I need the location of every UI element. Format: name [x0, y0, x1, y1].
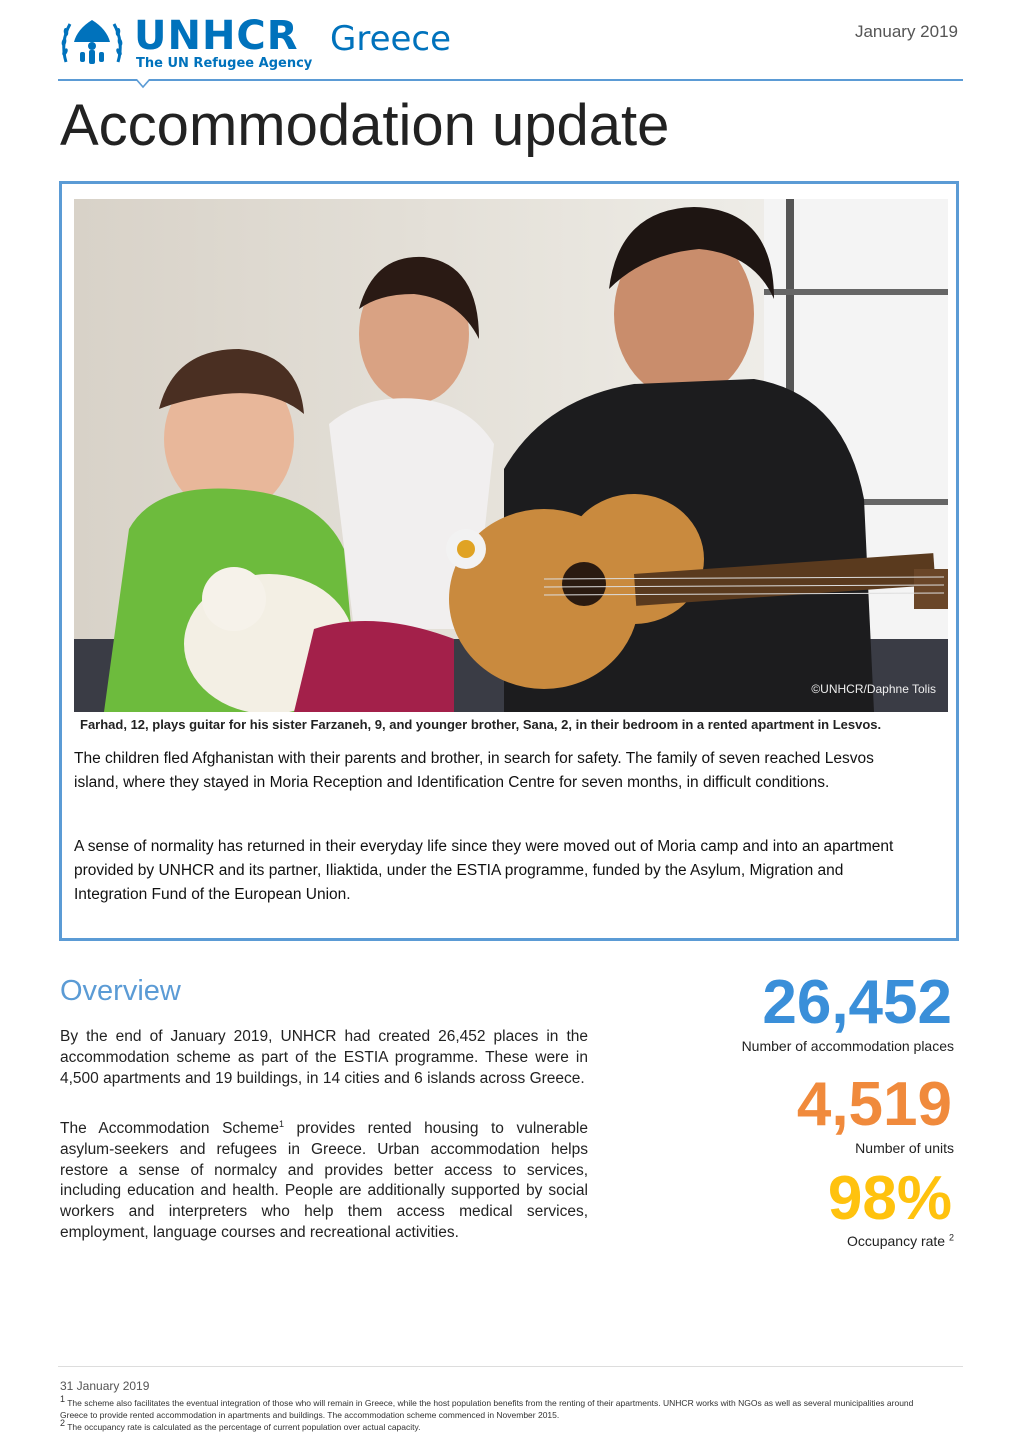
story-paragraph: The children fled Afghanistan with their parents and brother, in search for safety. The family of seven reached Lesvos island, where they stayed in Moria Reception and Identification Centre for seven months, in difficult conditions. [74, 750, 874, 791]
text-run: The Accommodation Scheme [60, 1120, 279, 1137]
overview-heading: Overview [60, 975, 181, 1007]
story-paragraph: A sense of normality has returned in their everyday life since they were moved out of Moria camp and into an apartment provided by UNHCR and its partner, Iliaktida, under the ESTIA programme, funded by the Asylum, Migration and Integration Fund of the European Union. [74, 838, 894, 903]
overview-paragraph [60, 1119, 588, 1244]
footnote-2 [60, 1418, 940, 1433]
page-title: Accommodation update [60, 93, 670, 158]
footnote-ref: 2 [948, 1232, 954, 1243]
brand-tagline: The UN Refugee Agency [136, 56, 313, 71]
stat-places-value: 26,452 [762, 968, 952, 1037]
feature-photo [74, 199, 948, 712]
header-divider [58, 79, 963, 81]
footnote-number: 2 [60, 1418, 66, 1429]
photo-credit: ©UNHCR/Daphne Tolis [811, 682, 936, 696]
stat-occupancy-value: 98% [827, 1164, 952, 1233]
divider-notch [136, 79, 150, 93]
footer-divider [58, 1366, 963, 1367]
text-run: provides rented housing to vulnerable asylum-seekers and refugees in Greece. Urban accommodation helps restore a sense of normalcy and provides better access to services, including education and health. People are additionally supported by social workers and interpreters who help them access medical services, employment, language courses and recreational activities. [60, 1120, 588, 1241]
footnote-number: 1 [60, 1394, 66, 1405]
brand-wordmark: UNHCR [134, 13, 299, 59]
footnote-text: The scheme also facilitates the eventual integration of those who will remain in Greece, while the host population benefits from the renting of their apartments. UNHCR works with NGOs as well as several municipalities around Greece to provide rented accommodation in apartments and buildings. The accommodation scheme commenced in November 2015. [60, 1398, 914, 1420]
stat-places-label: Number of accommodation places [741, 1038, 954, 1054]
footnote-ref: 1 [278, 1118, 284, 1129]
overview-paragraph: By the end of January 2019, UNHCR had created 26,452 places in the accommodation scheme as part of the ESTIA programme. These were in 4,500 apartments and 19 buildings, in 14 cities and 6 islands across Greece. [60, 1028, 588, 1087]
stat-units-label: Number of units [855, 1140, 954, 1156]
label-text: Occupancy rate [847, 1233, 946, 1249]
unhcr-emblem-icon [56, 12, 128, 72]
footer-date: 31 January 2019 [60, 1379, 150, 1393]
issue-date: January 2019 [854, 22, 958, 41]
footnote-text: The occupancy rate is calculated as the percentage of current population over actual capacity. [65, 1422, 421, 1432]
stat-occupancy-label [847, 1233, 954, 1249]
footnote-1 [60, 1394, 940, 1421]
stat-units-value: 4,519 [796, 1070, 952, 1139]
country-name: Greece [330, 19, 452, 59]
photo-caption: Farhad, 12, plays guitar for his sister Farzaneh, 9, and younger brother, Sana, 2, in their bedroom in a rented apartment in Lesvos. [80, 717, 882, 732]
